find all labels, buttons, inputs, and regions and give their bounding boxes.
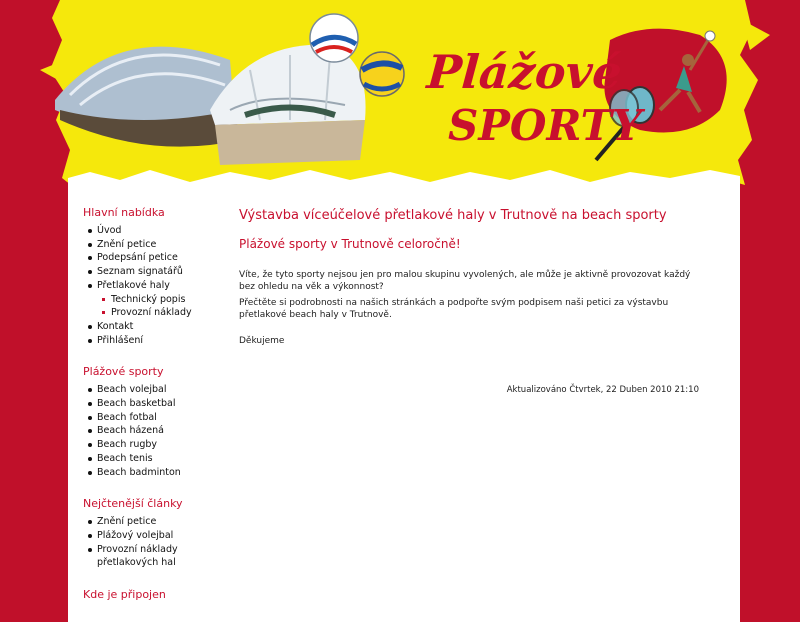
bullet-icon	[88, 548, 92, 552]
menu-link[interactable]: Seznam signatářů	[97, 266, 183, 278]
last-updated: Aktualizováno Čtvrtek, 22 Duben 2010 21:10	[506, 385, 699, 395]
menu-item-popular-provozni-naklady[interactable]	[82, 543, 202, 570]
page-subtitle: Plážové sporty v Trutnově celoročně!	[239, 237, 461, 251]
menu-link[interactable]: Znění petice	[97, 238, 157, 250]
bullet-icon	[88, 229, 92, 233]
menu-link[interactable]: Beach badminton	[97, 466, 181, 478]
menu-item-seznam-signataru[interactable]	[82, 265, 202, 279]
bullet-icon	[88, 443, 92, 447]
sidebar	[82, 206, 202, 606]
menu-link[interactable]: Beach tenis	[97, 452, 153, 464]
menu-link[interactable]: Beach házená	[97, 425, 164, 437]
mikasa-ball-image	[360, 52, 404, 96]
menu-link[interactable]: Znění petice	[97, 516, 157, 528]
menu-link[interactable]: Beach basketbal	[97, 398, 176, 410]
menu-item-popular-zneni-petice[interactable]	[82, 515, 202, 529]
menu-item-beach-volejbal[interactable]	[82, 383, 202, 397]
menu-item-prihlaseni[interactable]	[82, 334, 202, 348]
bullet-icon	[88, 534, 92, 538]
main-content	[239, 208, 709, 395]
menu-link[interactable]: Podepsání petice	[97, 252, 178, 264]
menu-item-beach-hazena[interactable]	[82, 424, 202, 438]
header-artwork	[0, 0, 800, 200]
menu-item-uvod[interactable]	[82, 224, 202, 238]
bullet-icon	[88, 457, 92, 461]
bullet-icon	[88, 402, 92, 406]
menu-link[interactable]: Provozní náklady	[111, 307, 192, 319]
beach-menu-heading: Plážové sporty	[83, 365, 164, 379]
menu-item-beach-basketbal[interactable]	[82, 397, 202, 411]
menu-item-zneni-petice[interactable]	[82, 238, 202, 252]
molten-ball-image	[310, 14, 358, 62]
bullet-icon	[88, 284, 92, 288]
menu-item-kontakt[interactable]	[82, 320, 202, 334]
menu-item-podepsani-petice[interactable]	[82, 251, 202, 265]
menu-link[interactable]: Beach fotbal	[97, 411, 157, 423]
menu-item-beach-fotbal[interactable]	[82, 411, 202, 425]
header-title-line2: SPORTY	[448, 101, 642, 150]
header-title-line1: Plážové	[425, 45, 624, 99]
intro-paragraph: Víte, že tyto sporty nejsou jen pro malou skupinu vyvolených, ale může je aktivně provozovat každý bez ohledu na věk a výkonnost?	[239, 270, 691, 292]
menu-item-provozni-naklady[interactable]	[82, 306, 202, 320]
sub-bullet-icon	[102, 298, 105, 301]
sub-bullet-icon	[102, 311, 105, 314]
thanks-text: Děkujeme	[239, 336, 285, 346]
bullet-icon	[88, 471, 92, 475]
call-to-action-paragraph: Přečtěte si podrobnosti na našich stránkách a podpořte svým podpisem naši petici za výstavbu přetlakové beach haly v Trutnově.	[239, 298, 669, 320]
bullet-icon	[88, 416, 92, 420]
bullet-icon	[88, 339, 92, 343]
menu-link[interactable]: Plážový volejbal	[97, 529, 174, 541]
bullet-icon	[88, 388, 92, 392]
popular-menu-heading: Nejčtenější články	[83, 497, 183, 511]
menu-item-beach-rugby[interactable]	[82, 438, 202, 452]
menu-link[interactable]: Technický popis	[111, 293, 186, 305]
bullet-icon	[88, 243, 92, 247]
content-area	[68, 182, 740, 622]
page-title: Výstavba víceúčelové přetlakové haly v Trutnově na beach sporty	[239, 208, 667, 223]
menu-item-technicky-popis[interactable]	[82, 293, 202, 307]
bullet-icon	[88, 325, 92, 329]
menu-item-popular-plazovy-volejbal[interactable]	[82, 529, 202, 543]
menu-link[interactable]: Beach rugby	[97, 439, 158, 451]
menu-item-beach-tenis[interactable]	[82, 452, 202, 466]
beach-menu	[82, 383, 202, 479]
header-banner	[0, 0, 800, 200]
bullet-icon	[88, 520, 92, 524]
popular-menu	[82, 515, 202, 570]
main-menu	[82, 224, 202, 347]
menu-link[interactable]: Kontakt	[97, 320, 134, 332]
bullet-icon	[88, 270, 92, 274]
menu-link[interactable]: Provozní náklady přetlakových hal	[97, 543, 178, 569]
main-menu-heading: Hlavní nabídka	[83, 206, 165, 219]
menu-link[interactable]: Beach volejbal	[97, 384, 167, 396]
menu-link[interactable]: Přetlakové haly	[97, 279, 170, 291]
bullet-icon	[88, 256, 92, 260]
menu-link[interactable]: Přihlášení	[97, 334, 144, 346]
connection-heading: Kde je připojen	[83, 588, 166, 602]
bullet-icon	[88, 429, 92, 433]
menu-link[interactable]: Úvod	[97, 225, 122, 236]
menu-item-beach-badminton[interactable]	[82, 466, 202, 480]
menu-item-pretlakove-haly[interactable]	[82, 279, 202, 293]
